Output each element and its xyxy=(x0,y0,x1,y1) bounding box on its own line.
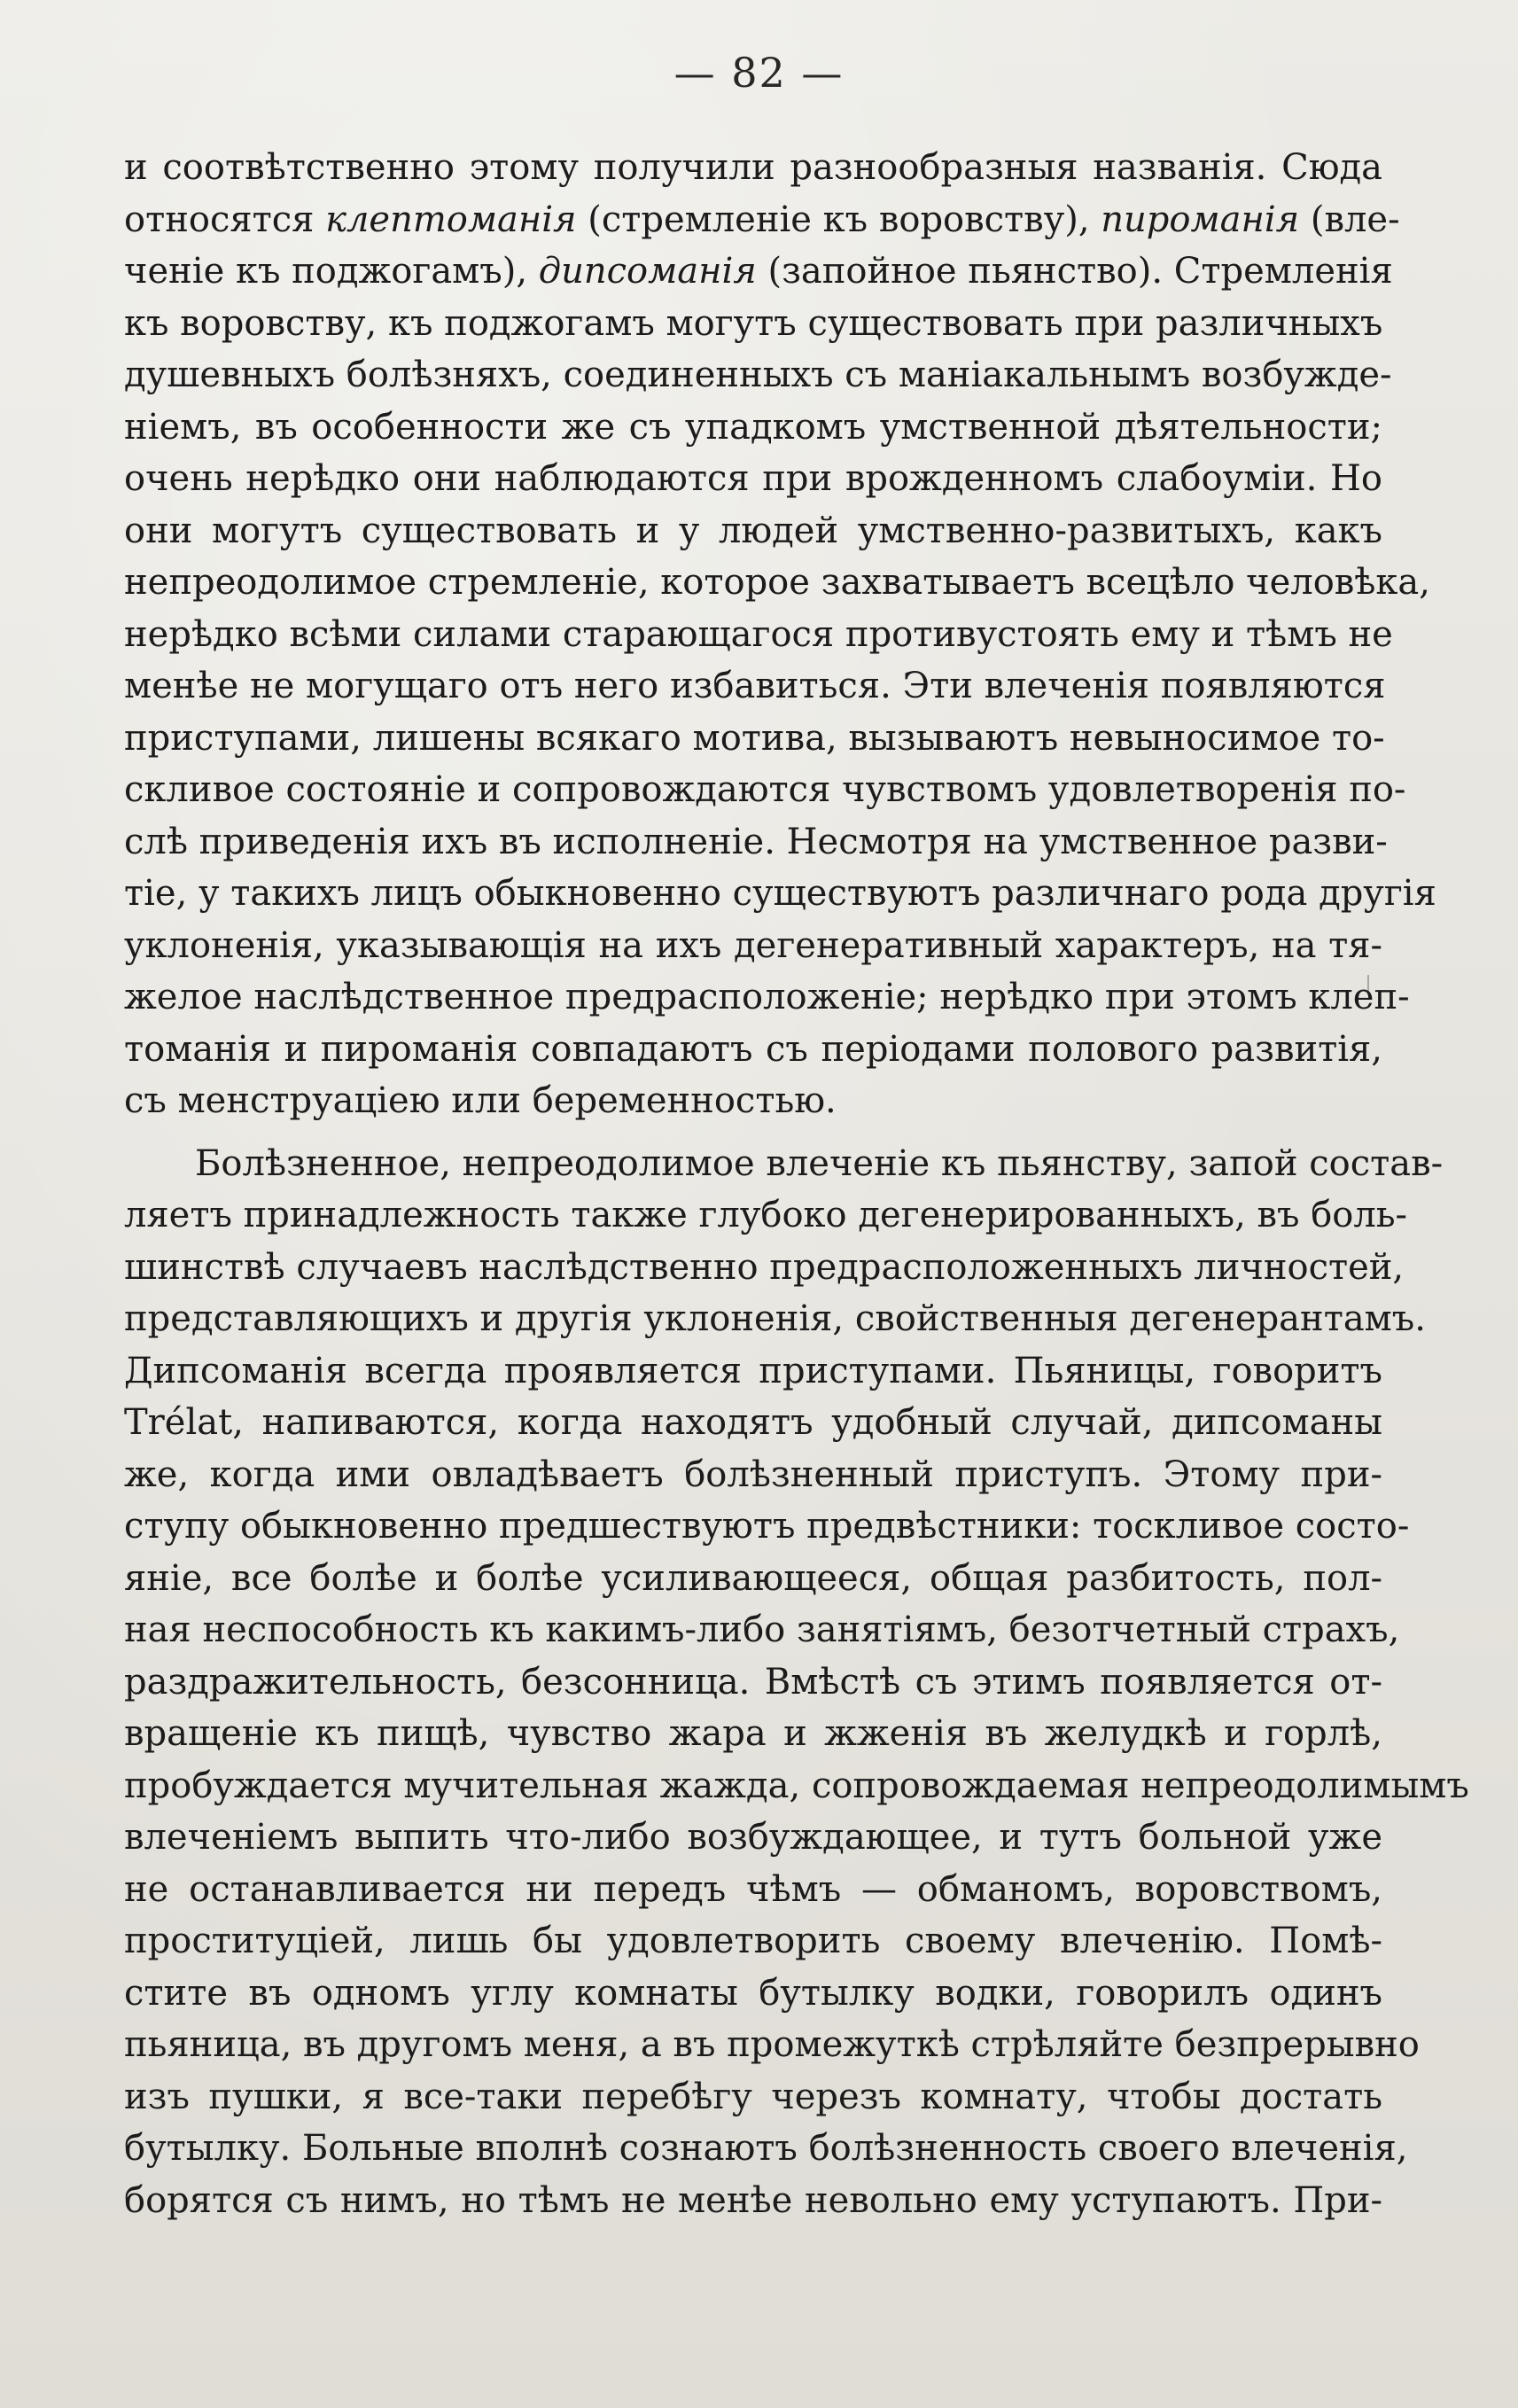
italic-term: дипсоманія xyxy=(538,251,757,292)
text-line: бутылку. Больные вполнѣ сознаютъ болѣзненность своего влеченія, xyxy=(124,2128,1408,2169)
text-line: шинствѣ случаевъ наслѣдственно предрасположенныхъ личностей, xyxy=(124,1246,1405,1288)
italic-term: клептоманія xyxy=(325,199,577,240)
text-line: же, когда ими овладѣваетъ болѣзненный приступъ. Этому при- xyxy=(124,1453,1382,1495)
text-line: уклоненія, указывающія на ихъ дегенеративный характеръ, на тя- xyxy=(124,924,1382,966)
text-line: нерѣдко всѣми силами старающагося противустоять ему и тѣмъ не xyxy=(124,613,1393,655)
text-line: относятся клептоманія (стремленіе къ воровству), пироманія (вле- xyxy=(124,199,1400,240)
text-line: ная неспособность къ какимъ-либо занятіямъ, безотчетный страхъ, xyxy=(124,1609,1400,1650)
italic-term: пироманія xyxy=(1101,199,1300,240)
text-line: ступу обыкновенно предшествуютъ предвѣстники: тоскливое состо- xyxy=(124,1506,1410,1547)
text-line: слѣ приведенія ихъ въ исполненіе. Несмотря на умственное разви- xyxy=(124,821,1388,862)
text-line: ніемъ, въ особенности же съ упадкомъ умственной дѣятельности; xyxy=(124,406,1382,448)
text-line: очень нерѣдко они наблюдаются при врожденномъ слабоуміи. Но xyxy=(124,458,1382,499)
text-line: Болѣзненное, непреодолимое влеченіе къ пьянству, запой состав- xyxy=(195,1142,1444,1184)
text-line: Trélat, напиваются, когда находятъ удобный случай, дипсоманы xyxy=(124,1402,1382,1443)
text-line: и соотвѣтственно этому получили разнообразныя названія. Сюда xyxy=(124,147,1382,188)
text-line: непреодолимое стремленіе, которое захватываетъ всецѣло человѣка, xyxy=(124,562,1430,603)
page-number: — 82 — xyxy=(673,49,845,97)
text-line: желое наслѣдственное предрасположеніе; нерѣдко при этомъ клеп- xyxy=(124,977,1410,1017)
text-line: пробуждается мучительная жажда, сопровождаемая непреодолимымъ xyxy=(124,1765,1469,1806)
text-line: проституціей, лишь бы удовлетворить своему влеченію. Помѣ- xyxy=(124,1921,1382,1961)
text-line: борятся съ нимъ, но тѣмъ не менѣе невольно ему уступаютъ. При- xyxy=(124,2179,1382,2221)
text-line: ляетъ принадлежность также глубоко дегенерированныхъ, въ боль- xyxy=(124,1195,1408,1235)
text-line: душевныхъ болѣзняхъ, соединенныхъ съ маніакальнымъ возбужде- xyxy=(124,355,1392,395)
text-line: тіе, у такихъ лицъ обыкновенно существуютъ различнаго рода другія xyxy=(124,873,1436,914)
text-line: Дипсоманія всегда проявляется приступами. Пьяницы, говоритъ xyxy=(124,1350,1382,1391)
text-line: скливое состояніе и сопровождаются чувствомъ удовлетворенія по- xyxy=(124,769,1406,810)
text-line: вращеніе къ пищѣ, чувство жара и жженія въ желудкѣ и горлѣ, xyxy=(124,1713,1382,1754)
text-line: къ воровству, къ поджогамъ могутъ существовать при различныхъ xyxy=(124,302,1383,344)
text-line: ченіе къ поджогамъ), дипсоманія (запойное пьянство). Стремленія xyxy=(124,251,1393,292)
text-line: они могутъ существовать и у людей умственно-развитыхъ, какъ xyxy=(124,510,1382,551)
paragraph-gap xyxy=(124,1127,1382,1138)
text-line: пьяница, въ другомъ меня, а въ промежуткѣ стрѣляйте безпрерывно xyxy=(124,2024,1420,2065)
body-text xyxy=(124,142,1469,2226)
text-line: влеченіемъ выпить что-либо возбуждающее, и тутъ больной уже xyxy=(124,1817,1382,1858)
text-line: представляющихъ и другія уклоненія, свойственныя дегенерантамъ. xyxy=(124,1298,1426,1339)
text-line: яніе, все болѣе и болѣе усиливающееся, общая разбитость, пол- xyxy=(124,1557,1382,1599)
text-line: приступами, лишены всякаго мотива, вызываютъ невыносимое то- xyxy=(124,717,1385,759)
text-line: томанія и пироманія совпадаютъ съ періодами полового развитія, xyxy=(124,1028,1382,1070)
text-line: съ менструаціею или беременностью. xyxy=(124,1080,837,1121)
margin-mark xyxy=(1367,975,1369,994)
text-line: не останавливается ни передъ чѣмъ — обманомъ, воровствомъ, xyxy=(124,1868,1382,1910)
text-line: стите въ одномъ углу комнаты бутылку водки, говорилъ одинъ xyxy=(124,1972,1382,2014)
text-line: менѣе не могущаго отъ него избавиться. Эти влеченія появляются xyxy=(124,666,1386,706)
paragraph-1 xyxy=(124,142,1436,1127)
text-line: изъ пушки, я все-таки перебѣгу черезъ комнату, чтобы достать xyxy=(124,2076,1382,2117)
paragraph-2 xyxy=(124,1138,1469,2227)
text-line: раздражительность, безсонница. Вмѣстѣ съ этимъ появляется от- xyxy=(124,1661,1382,1703)
